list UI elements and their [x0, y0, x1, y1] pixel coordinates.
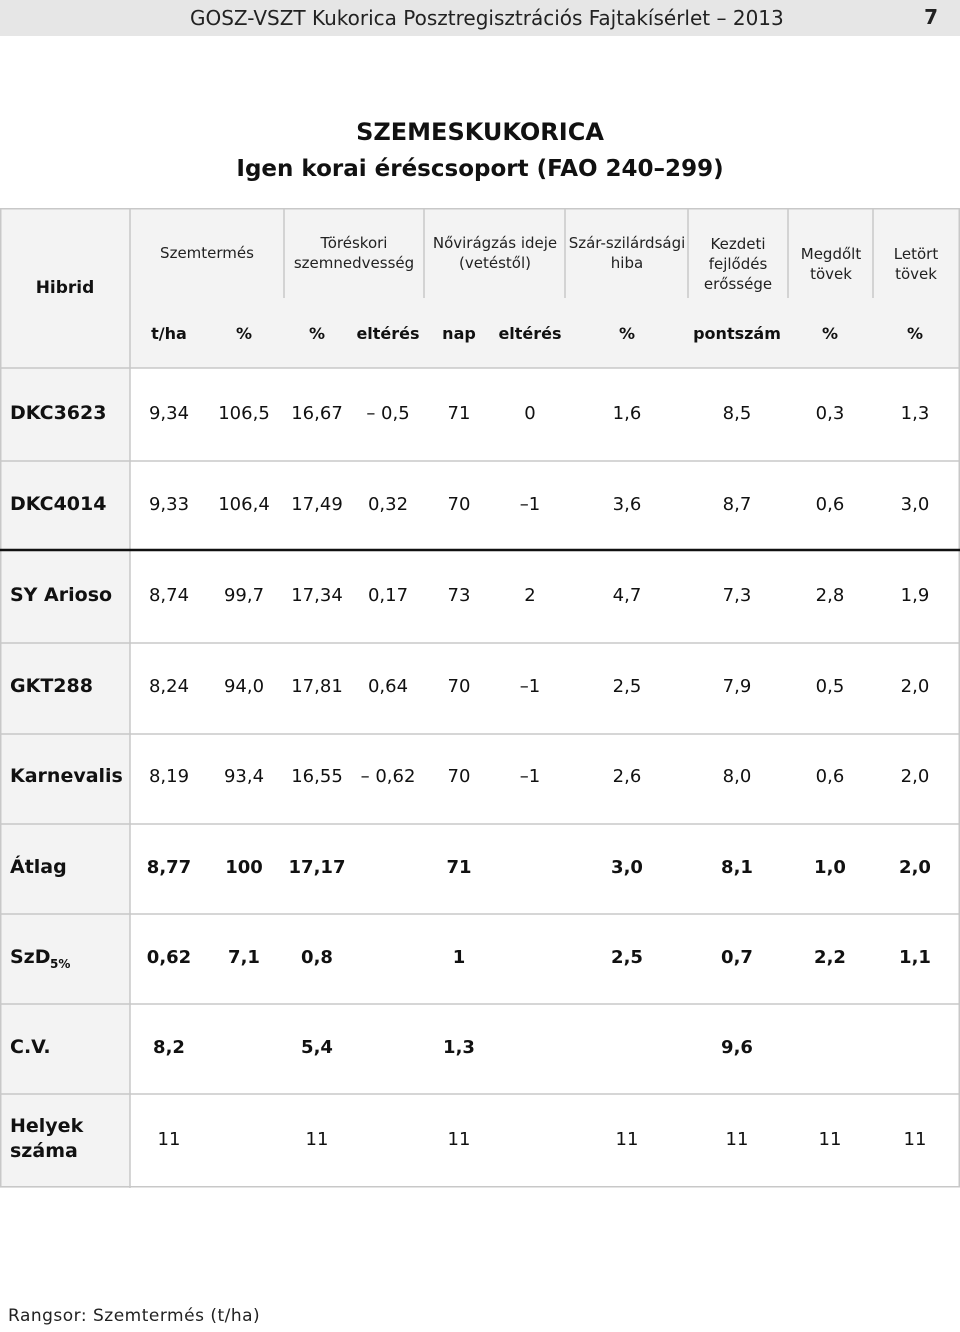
- table-cell: 2,5: [612, 676, 642, 697]
- atlag-label: Átlag: [10, 856, 67, 878]
- table-cell: 7,9: [722, 676, 752, 697]
- row-label: DKC4014: [10, 493, 107, 515]
- table-cell: 94,0: [223, 676, 265, 697]
- table-cell: 0,6: [815, 766, 845, 787]
- szd-label: SzD: [10, 946, 51, 968]
- header-kezdeti-fejlodes: Kezdeti fejlődés erőssége: [703, 235, 773, 293]
- table-cell: 2,6: [612, 766, 642, 787]
- summary-cell: 0,8: [301, 947, 333, 968]
- table-cell: 70: [447, 676, 471, 697]
- unit-label: eltérés: [498, 324, 562, 343]
- summary-cell: 2,2: [814, 947, 846, 968]
- header-szarszilardsag: Szár-szilárdsági hiba: [568, 234, 686, 272]
- table-cell: 70: [447, 766, 471, 787]
- helyek-cell: 11: [903, 1129, 927, 1150]
- unit-label: nap: [442, 324, 476, 343]
- hibrid-header: Hibrid: [35, 278, 95, 298]
- table-cell: –1: [519, 494, 541, 515]
- page-header: [0, 0, 960, 36]
- helyek-label-line1: Helyek: [10, 1115, 84, 1137]
- table-cell: 0,5: [815, 676, 845, 697]
- unit-label: %: [821, 324, 839, 343]
- szd-subscript: 5%: [50, 956, 71, 971]
- table-cell: 8,24: [148, 676, 190, 697]
- row-label: SY Arioso: [10, 584, 113, 606]
- summary-cell: 8,1: [721, 857, 753, 878]
- table-cell: –1: [519, 766, 541, 787]
- table-cell: 106,5: [218, 403, 270, 424]
- summary-cell: 100: [225, 857, 263, 878]
- helyek-cell: 11: [725, 1129, 749, 1150]
- table-cell: 8,19: [148, 766, 190, 787]
- header-szemnedvesseg: Töréskori szemnedvesség: [293, 234, 415, 272]
- page-title: SZEMESKUKORICA: [356, 118, 604, 146]
- summary-cell: 1,0: [814, 857, 846, 878]
- table-cell: 70: [447, 494, 471, 515]
- table-cell: 71: [447, 403, 471, 424]
- table-cell: 2,0: [900, 676, 930, 697]
- table-cell: 0,32: [367, 494, 409, 515]
- table-cell: 0: [524, 403, 536, 424]
- header-megdolt: Megdőlt tövek: [800, 245, 862, 283]
- table-cell: 9,33: [148, 494, 190, 515]
- summary-cell: 5,4: [301, 1037, 333, 1058]
- summary-cell: 8,2: [153, 1037, 185, 1058]
- table-cell: 1,3: [900, 403, 930, 424]
- table-cell: 16,55: [291, 766, 343, 787]
- summary-cell: 8,77: [146, 857, 192, 878]
- page-subtitle: Igen korai éréscsoport (FAO 240–299): [236, 156, 724, 182]
- table-cell: 0,17: [367, 585, 409, 606]
- summary-cell: 2,0: [899, 857, 931, 878]
- footer-note: Rangsor: Szemtermés (t/ha): [8, 1306, 261, 1326]
- table-cell: 8,0: [722, 766, 752, 787]
- summary-cell: 1: [452, 947, 466, 968]
- unit-label: t/ha: [151, 324, 187, 343]
- summary-cell: 0,62: [146, 947, 192, 968]
- table-cell: 8,5: [722, 403, 752, 424]
- row-label: GKT288: [10, 675, 93, 697]
- summary-cell: 1,1: [899, 947, 931, 968]
- unit-label: %: [618, 324, 636, 343]
- table-cell: 3,0: [900, 494, 930, 515]
- row-label: Karnevalis: [10, 765, 123, 787]
- table-cell: 0,6: [815, 494, 845, 515]
- table-cell: 7,3: [722, 585, 752, 606]
- table-cell: 1,6: [612, 403, 642, 424]
- summary-cell: 9,6: [721, 1037, 753, 1058]
- table-cell: – 0,62: [360, 766, 416, 787]
- table-cell: 3,6: [612, 494, 642, 515]
- summary-cell: 7,1: [228, 947, 260, 968]
- header-novirgazas: Nővirágzás ideje (vetéstől): [432, 234, 558, 272]
- table-cell: 4,7: [612, 585, 642, 606]
- table-cell: 2: [524, 585, 536, 606]
- table-cell: 0,3: [815, 403, 845, 424]
- page-number: 7: [924, 5, 938, 29]
- table-cell: 17,81: [291, 676, 343, 697]
- table-cell: 17,49: [291, 494, 343, 515]
- helyek-cell: 11: [305, 1129, 329, 1150]
- table-grid: [0, 208, 960, 1188]
- table-cell: 2,8: [815, 585, 845, 606]
- summary-cell: 71: [446, 857, 472, 878]
- table-cell: 16,67: [291, 403, 343, 424]
- helyek-cell: 11: [447, 1129, 471, 1150]
- table-cell: 8,7: [722, 494, 752, 515]
- summary-cell: 2,5: [611, 947, 643, 968]
- header-letort: Letört tövek: [893, 245, 939, 283]
- table-cell: 17,34: [291, 585, 343, 606]
- helyek-label-line2: száma: [10, 1140, 78, 1162]
- table-cell: 99,7: [223, 585, 265, 606]
- table-cell: 9,34: [148, 403, 190, 424]
- table-cell: 2,0: [900, 766, 930, 787]
- unit-label: eltérés: [356, 324, 420, 343]
- unit-label: %: [308, 324, 326, 343]
- unit-label: pontszám: [693, 324, 781, 343]
- unit-label: %: [906, 324, 924, 343]
- table-cell: 8,74: [148, 585, 190, 606]
- header-title: GOSZ-VSZT Kukorica Posztregisztrációs Fajtakísérlet – 2013: [190, 6, 784, 30]
- row-label: DKC3623: [10, 402, 107, 424]
- summary-cell: 1,3: [443, 1037, 475, 1058]
- header-szemtermes: Szemtermés: [160, 244, 254, 262]
- unit-label: %: [235, 324, 253, 343]
- summary-cell: 3,0: [611, 857, 643, 878]
- table-cell: – 0,5: [366, 403, 410, 424]
- summary-cell: 0,7: [721, 947, 753, 968]
- helyek-cell: 11: [818, 1129, 842, 1150]
- helyek-cell: 11: [157, 1129, 181, 1150]
- table-cell: 106,4: [218, 494, 270, 515]
- cv-label: C.V.: [10, 1036, 51, 1058]
- table-cell: –1: [519, 676, 541, 697]
- table-cell: 0,64: [367, 676, 409, 697]
- table-cell: 1,9: [900, 585, 930, 606]
- table-cell: 93,4: [223, 766, 265, 787]
- helyek-cell: 11: [615, 1129, 639, 1150]
- table-cell: 73: [447, 585, 471, 606]
- summary-cell: 17,17: [288, 857, 346, 878]
